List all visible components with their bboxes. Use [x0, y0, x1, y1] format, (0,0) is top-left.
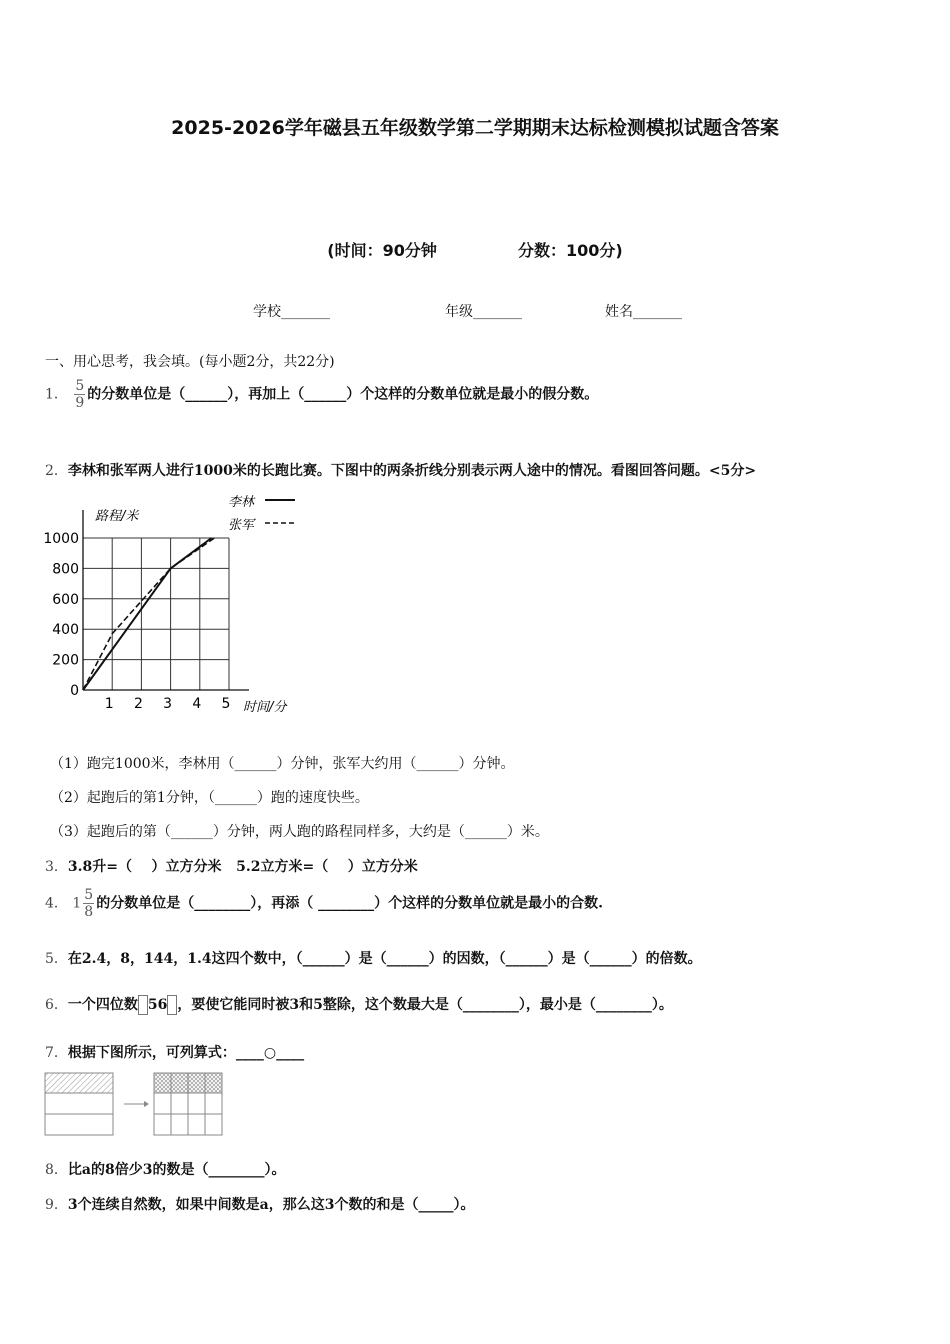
chart-legend: [228, 495, 295, 533]
blank-box: [167, 995, 177, 1015]
question-3: [45, 856, 418, 876]
page-title: 2025-2026学年磁县五年级数学第二学期期末达标检测模拟试题含答案: [171, 117, 779, 139]
question-4: [45, 887, 603, 920]
diagram-right-rect: [154, 1073, 222, 1135]
exam-meta: [0, 238, 950, 261]
question-number: 2．: [45, 463, 68, 479]
question-6: [45, 994, 673, 1015]
y-tick-label: 1000: [43, 531, 79, 547]
question-1: [45, 378, 598, 411]
fraction-diagram: [44, 1071, 226, 1139]
grade-field: 年级_______: [445, 304, 522, 320]
series-line-dashed: [83, 538, 214, 690]
question-number: 6．: [45, 997, 68, 1013]
y-tick-label: 200: [52, 652, 79, 669]
legend-label: 李林: [228, 495, 255, 510]
question-text: 3.8升=（ ）立方分米 5.2立方米=（ ）立方分米: [67, 859, 418, 875]
question-2-part-2: （2）起跑后的第1分钟，（______）跑的速度快些。: [50, 790, 369, 806]
y-tick-label: 600: [52, 591, 79, 608]
mixed-whole: 1: [72, 895, 82, 912]
x-axis-label: 时间/分: [243, 700, 287, 715]
question-number: 7．: [45, 1045, 68, 1061]
x-tick-label: 2: [133, 696, 143, 712]
fraction: $\frac{5}{8}$: [84, 887, 94, 920]
question-number: 1．: [45, 386, 68, 403]
question-number: 9．: [45, 1197, 68, 1213]
question-9: [45, 1194, 474, 1214]
question-text: 的分数单位是（______），再加上（______）个这样的分数单位就是最小的假分数。: [87, 386, 599, 403]
series-line-solid: [83, 538, 211, 690]
arrow-icon: [124, 1101, 149, 1107]
question-text: 李林和张军两人进行1000米的长跑比赛。下图中的两条折线分别表示两人途中的情况。看图回答问题。<5分>: [67, 463, 757, 479]
question-text: ，要使它能同时被3和5整除，这个数最大是（________），最小是（________）。: [177, 997, 673, 1013]
digits: 56: [147, 997, 168, 1013]
question-text: 的分数单位是（________），再添（ ________）个这样的分数单位就是最小的合数.: [96, 895, 603, 912]
chart-ticks: [43, 531, 230, 712]
question-text: 根据下图所示，可列算式：____○____: [67, 1045, 305, 1061]
question-number: 4．: [45, 895, 68, 912]
race-line-chart: [40, 486, 310, 718]
legend-label: 张军: [228, 518, 255, 533]
question-text: 3个连续自然数，如果中间数是a，那么这3个数的和是（_____）。: [67, 1197, 475, 1213]
diagram-left-rect: [45, 1073, 113, 1135]
question-number: 5．: [45, 951, 68, 967]
question-text: 在2.4，8，144，1.4这四个数中，（______）是（______）的因数，（______）是（______）的倍数。: [67, 951, 702, 967]
y-tick-label: 800: [52, 561, 79, 578]
fraction: $\frac{5}{9}$: [75, 378, 85, 411]
question-2: [45, 460, 756, 480]
name-field: 姓名_______: [605, 304, 682, 320]
exam-time: (时间：90分钟: [327, 241, 437, 260]
school-field: 学校_______: [253, 304, 330, 320]
y-tick-label: 400: [52, 622, 79, 639]
exam-score: 分数：100分): [518, 241, 623, 260]
question-text: 比a的8倍少3的数是（________）。: [67, 1162, 286, 1178]
y-tick-label: 0: [70, 683, 79, 699]
chart-grid: [83, 510, 249, 690]
x-tick-label: 3: [163, 696, 173, 712]
question-number: 8．: [45, 1162, 68, 1178]
section-heading: 一、用心思考，我会填。(每小题2分，共22分): [45, 354, 335, 370]
question-2-part-3: （3）起跑后的第（______）分钟，两人跑的路程同样多，大约是（______）米。: [50, 824, 549, 840]
x-tick-label: 5: [221, 696, 231, 712]
question-number: 3．: [45, 859, 68, 875]
question-7: [45, 1042, 304, 1062]
question-5: [45, 948, 702, 968]
y-axis-label: 路程/米: [95, 509, 139, 524]
question-text: 一个四位数: [67, 997, 138, 1013]
question-8: [45, 1159, 285, 1179]
chart-lines: [83, 538, 214, 690]
question-2-part-1: （1）跑完1000米，李林用（______）分钟，张军大约用（______）分钟。: [50, 756, 515, 772]
x-tick-label: 4: [192, 696, 202, 712]
blank-box: [138, 995, 148, 1015]
x-tick-label: 1: [104, 696, 114, 712]
